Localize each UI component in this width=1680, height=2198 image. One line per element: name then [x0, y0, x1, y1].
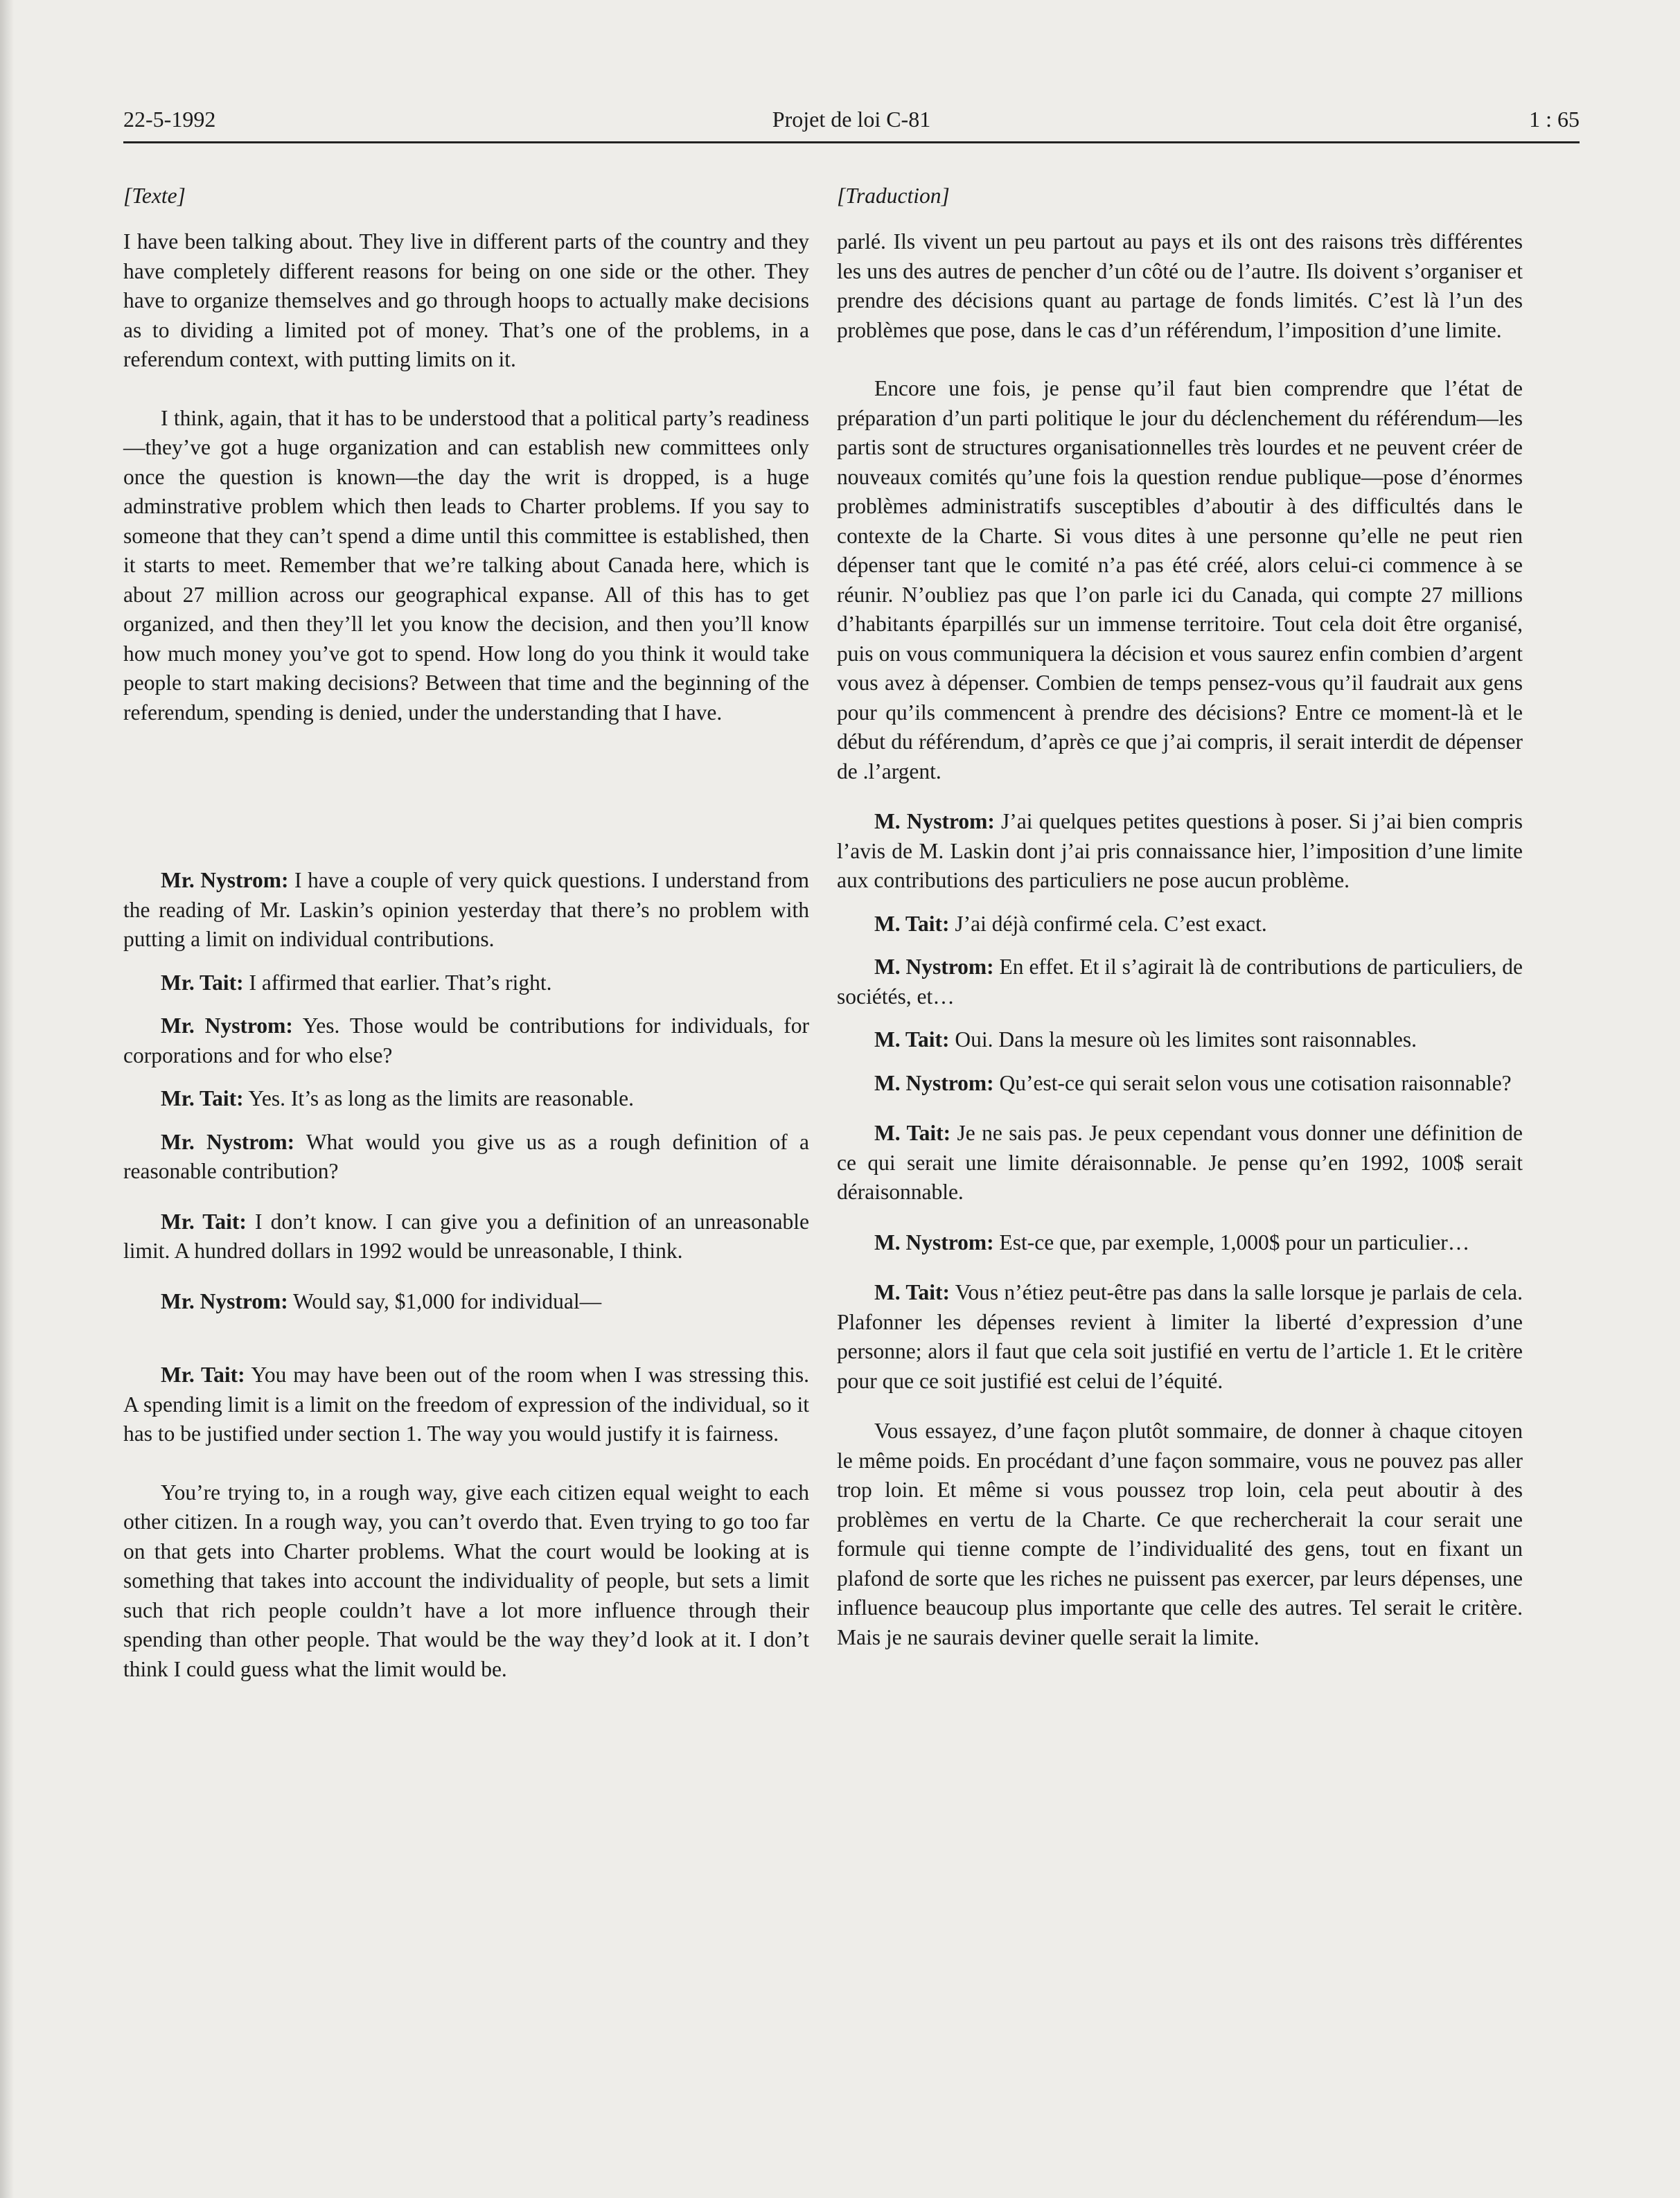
header-page-number: 1 : 65 — [1529, 107, 1580, 132]
speaker-name: M. Nystrom: — [874, 809, 995, 833]
french-column — [837, 181, 1523, 1652]
speaker-name: M. Tait: — [874, 1027, 950, 1052]
header-rule — [123, 141, 1580, 143]
dialogue-entry — [123, 968, 809, 998]
speaker-name: M. Nystrom: — [874, 955, 994, 979]
speech-text: Est-ce que, par exemple, 1,000$ pour un particulier… — [993, 1230, 1470, 1255]
speaker-name: Mr. Nystrom: — [161, 1288, 288, 1313]
speech-text: I affirmed that earlier. That’s right. — [243, 970, 552, 995]
speaker-name: Mr. Tait: — [161, 970, 244, 995]
speaker-name: Mr. Nystrom: — [161, 1129, 295, 1154]
speech-text: En effet. Et il s’agirait là de contributions de particuliers, de sociétés, et… — [837, 955, 1523, 1009]
paragraph: parlé. Ils vivent un peu partout au pays et ils ont des raisons très différentes les uns des autres de pencher d’un côté ou de l’autre. Ils doivent s’organiser et prendre des décisions quant au partage de fonds limités. C’est là l’un des problèmes que pose, dans le cas d’un référendum, l’imposition d’une limite. — [837, 229, 1523, 342]
speech-text: J’ai quelques petites questions à poser. Si j’ai bien compris l’avis de M. Laskin dont j’ai pris connaissance hier, l’imposition d’une limite aux contributions des particuliers ne pose aucun problème. — [837, 809, 1523, 892]
page-edge-shadow — [0, 0, 14, 2198]
speech-text: What would you give us as a rough definition of a reasonable contribution? — [123, 1129, 809, 1183]
dialogue-entry — [123, 1084, 809, 1114]
speaker-name: Mr. Tait: — [161, 1086, 244, 1110]
speech-text: I don’t know. I can give you a definition of an unreasonable limit. A hundred dollars in 1992 would be unreasonable, I think. — [123, 1209, 810, 1263]
speech-text: Je ne sais pas. Je peux cependant vous donner une définition de ce qui serait une limite déraisonnable. Je pense qu’en 1992, 100$ serait déraisonnable. — [837, 1121, 1523, 1204]
dialogue-entry — [837, 1025, 1523, 1055]
speaker-name: M. Tait: — [874, 911, 950, 936]
header-date: 22-5-1992 — [123, 107, 216, 132]
dialogue-entry — [123, 1361, 809, 1449]
dialogue-entry — [837, 910, 1523, 939]
speaker-name: Mr. Tait: — [161, 1363, 245, 1387]
speech-text: Would say, $1,000 for individual— — [288, 1288, 602, 1313]
dialogue-entry — [837, 1278, 1523, 1396]
speech-text: Yes. It’s as long as the limits are reasonable. — [243, 1086, 635, 1110]
paragraph: Vous essayez, d’une façon plutôt sommaire, de donner à chaque citoyen le même poids. En procédant d’une façon sommaire, vous ne pouvez pas aller trop loin. Et même si vous poussez trop loin, cela peut aboutir à des problèmes en vertu de la Charte. Ce que rechercherait la cour serait une formule qui tienne compte de l’individualité des gens, tout en fixant un plafond de sorte que les riches ne puissent pas exercer, par leurs dépenses, une influence beaucoup plus importante que celle des autres. Tel serait le critère. Mais je ne saurais deviner quelle serait la limite. — [837, 1419, 1523, 1649]
speaker-name: Mr. Nystrom: — [161, 868, 289, 892]
dialogue-entry — [837, 807, 1523, 896]
column-label-traduction: [Traduction] — [837, 184, 950, 208]
speaker-name: Mr. Nystrom: — [161, 1013, 293, 1038]
column-label-texte: [Texte] — [123, 184, 186, 208]
speech-text: J’ai déjà confirmé cela. C’est exact. — [949, 911, 1267, 936]
speech-text: Qu’est-ce qui serait selon vous une cotisation raisonnable? — [993, 1070, 1512, 1095]
speech-text: Yes. Those would be contributions for individuals, for corporations and for who else? — [123, 1013, 809, 1067]
paragraph: Encore une fois, je pense qu’il faut bien comprendre que l’état de préparation d’un parti politique le jour du déclenchement du référendum—les partis sont de structures organisationnelles très lourdes et ne peuvent créer de nouveaux comités qu’une fois la question rendue publique—pose d’énormes problèmes administratifs susceptibles d’aboutir à des difficultés dans le contexte de la Charte. Si vous dites à une personne qu’elle ne peut rien dépenser tant que le comité n’a pas été créé, alors celui-ci commence à se réunir. N’oubliez pas que l’on parle ici du Canada, qui compte 27 millions d’habitants éparpillés sur un immense territoire. Tout cela doit être organisé, puis on vous communiquera la décision et vous saurez enfin combien d’argent vous avez à dépenser. Combien de temps pensez-vous qu’il faudrait aux gens pour qu’ils commencent à prendre des décisions? Entre ce moment-là et le début du référendum, d’après ce que j’ai compris, il serait interdit de dépenser de .l’argent. — [837, 376, 1523, 783]
header-title: Projet de loi C-81 — [772, 107, 931, 132]
speaker-name: Mr. Tait: — [161, 1209, 247, 1234]
dialogue-entry — [123, 1207, 809, 1266]
paragraph: You’re trying to, in a rough way, give each citizen equal weight to each other citizen. In a rough way, you can’t overdo that. Even trying to go too far on that gets into Charter problems. What the court would be looking at is something that takes into account the individuality of people, but sets a limit such that rich people couldn’t have a lot more influence through their spending than other people. That would be the way they’d look at it. I don’t think I could guess what the limit would be. — [123, 1480, 809, 1681]
dialogue-entry — [837, 1069, 1523, 1099]
dialogue-entry — [837, 1119, 1523, 1207]
speech-text: You may have been out of the room when I was stressing this. A spending limit is a limit on the freedom of expression of the individual, so it has to be justified under section 1. The way you would justify it is fairness. — [123, 1363, 809, 1446]
speaker-name: M. Nystrom: — [874, 1230, 994, 1255]
paragraph: I have been talking about. They live in different parts of the country and they have completely different reasons for being on one side or the other. They have to organize themselves and go through hoops to actually make decisions as to dividing a limited pot of money. That’s one of the problems, in a referendum context, with putting limits on it. — [123, 229, 809, 371]
dialogue-entry — [837, 952, 1523, 1011]
english-column — [123, 181, 809, 1684]
running-header — [123, 104, 1580, 134]
speech-text: I have a couple of very quick questions. I understand from the reading of Mr. Laskin’s opinion yesterday that there’s no problem with putting a limit on individual contributions. — [123, 868, 810, 951]
dialogue-entry — [837, 1228, 1523, 1258]
dialogue-entry — [123, 866, 809, 955]
dialogue-entry — [123, 1128, 809, 1187]
dialogue-entry — [123, 1287, 809, 1317]
dialogue-entry — [123, 1011, 809, 1070]
paragraph: I think, again, that it has to be understood that a political party’s readiness—they’ve got a huge organization and can establish new committees only once the question is known—the day the writ is dropped, is a huge adminstrative problem which then leads to Charter problems. If you say to someone that they can’t spend a dime until this committee is established, then it starts to meet. Remember that we’re talking about Canada here, which is about 27 million across our geographical expanse. All of this has to get organized, and then they’ll let you know the decision, and then you’ll know how much money you’ve got to spend. How long do you think it would take people to start making decisions? Between that time and the beginning of the referendum, spending is denied, under the understanding that I have. — [123, 405, 809, 725]
speech-text: Oui. Dans la mesure où les limites sont raisonnables. — [949, 1027, 1417, 1052]
speaker-name: M. Tait: — [874, 1280, 950, 1304]
speech-text: Vous n’étiez peut-être pas dans la salle lorsque je parlais de cela. Plafonner les dépenses revient à limiter la liberté d’expression d’une personne; alors il faut que cela soit justifié en vertu de l’article 1. Et le critère pour que ce soit justifié est celui de l’équité. — [837, 1280, 1523, 1393]
speaker-name: M. Tait: — [874, 1121, 951, 1145]
speaker-name: M. Nystrom: — [874, 1070, 994, 1095]
